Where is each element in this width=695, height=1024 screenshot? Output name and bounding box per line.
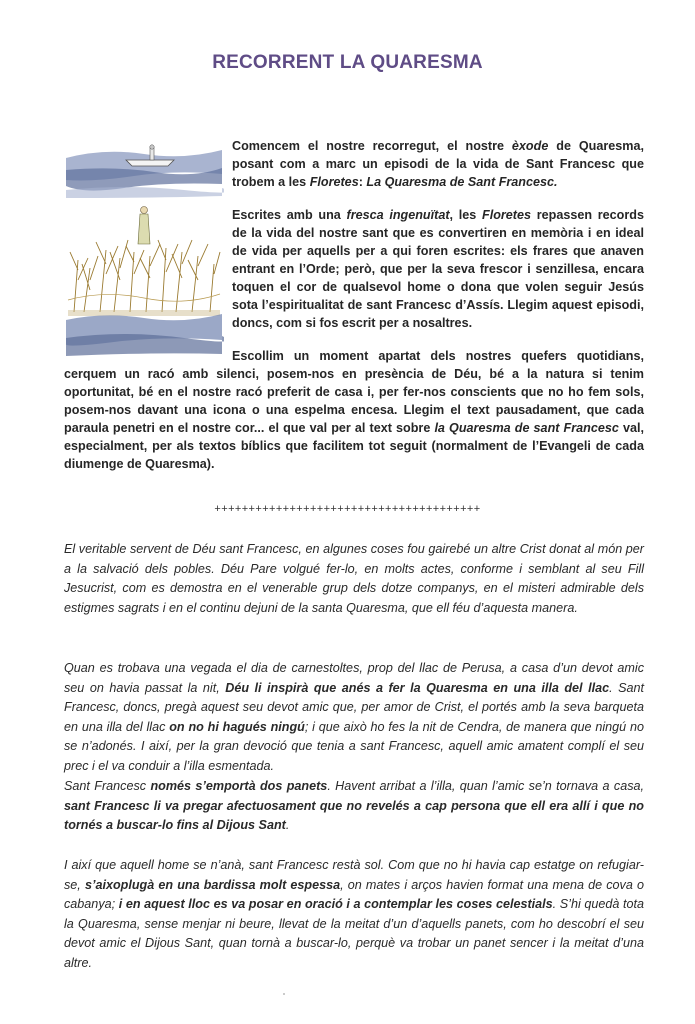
intro-paragraph-1: Comencem el nostre recorregut, el nostre èxode de Quaresma, posant com a marc un episodi de la vida de Sant Francesc que trobem a les Floretes: La Quaresma de Sant Francesc. [232, 139, 644, 189]
story-paragraph-4: I així que aquell home se n’anà, sant Francesc restà sol. Com que no hi havia cap estatge on refugiar-se, s’aixoplugà en una bardissa molt espessa, on mates i arços havien format una mena de cova o cabanya; i en aquest lloc es va posar en oració i a contemplar les coses celestials. S’hi quedà tota la Quaresma, sense menjar ni beure, llevat de la meitat d’un d’aquells panets, com ho descobrí el seu devot amic el Dijous Sant, quan tornà a buscar-lo, perquè va trobar un panet sencer i la meitat d’una altre. [64, 858, 644, 970]
water-waves-icon [66, 150, 224, 198]
separator: +++++++++++++++++++++++++++++++++++++++ [214, 503, 481, 515]
intro-paragraph-3: Escollim un moment apartat dels nostres quefers quotidians, cerquem un racó amb silenci, posem-nos en presència de Déu, bé a la natura si tenim oportunitat, bé en el nostre racó preferit de casa i, per fer-nos conscients que no ho fem sols, posem-nos davant una icona o una espelma encesa. Llegim el text pausadament, que cada paraula penetri en el nostre cor... el que val per al text sobre la Quaresma de sant Francesc val, especialment, per als textos bíblics que facilitem tot seguit (normalment de l’Evangeli de cada diumenge de Quaresma). [64, 349, 644, 471]
page-mark [283, 993, 285, 995]
story-paragraph-1: El veritable servent de Déu sant Francesc, en algunes coses fou gairebé un altre Crist donat al món per a la salvació dels pobles. Déu Pare volgué fer-lo, en molts actes, conforme i semblant al seu Fill Jesucrist, com es demostra en el venerable grup dels dotze companys, en el misteri admirable dels estigmes sagrats i en el continu dejuni de la santa Quaresma, que ell féu d’aquesta manera. [64, 542, 644, 615]
story-paragraph-2: Quan es trobava una vegada el dia de carnestoltes, prop del llac de Perusa, a casa d’un devot amic seu on havia passat la nit, Déu li inspirà que anés a fer la Quaresma en una illa del llac. Sant Francesc, doncs, pregà aquest seu devot amic que, per amor de Crist, el portés amb la seva barqueta en una illa del llac on no hi hagués ningú; i que això ho fes la nit de Cendra, de manera que ningú no se n’adonés. I així, per la gran devoció que tenia a sant Francesc, aquell amic amatent complí el seu prec i el va conduir a l’illa esmentada. [64, 661, 644, 773]
intro-paragraph-2: Escrites amb una fresca ingenuïtat, les Floretes repassen records de la vida del nostre sant que es convertiren en memòria i en ideal de vida per aquells per a qui foren escrites: els frares que anaven entrant en l’Orde; però, que per la seva frescor i senzillesa, encara toquen el cor de qualsevol home o dona que volen seguir Jesús sota l’espiritualitat de sant Francesc d’Assís. Llegim aquest episodi, doncs, com si fos escrit per a nosaltres. [232, 208, 644, 330]
illustration [64, 140, 224, 358]
story-paragraph-3: Sant Francesc només s’emportà dos panets. Havent arribat a l’illa, quan l’amic se’n tornava a casa, sant Francesc li va pregar afectuosament que no revelés a cap persona que ell era allí i que no tornés a buscar-lo fins al Dijous Sant. [64, 779, 644, 832]
page-title: RECORRENT LA QUARESMA [212, 52, 483, 73]
